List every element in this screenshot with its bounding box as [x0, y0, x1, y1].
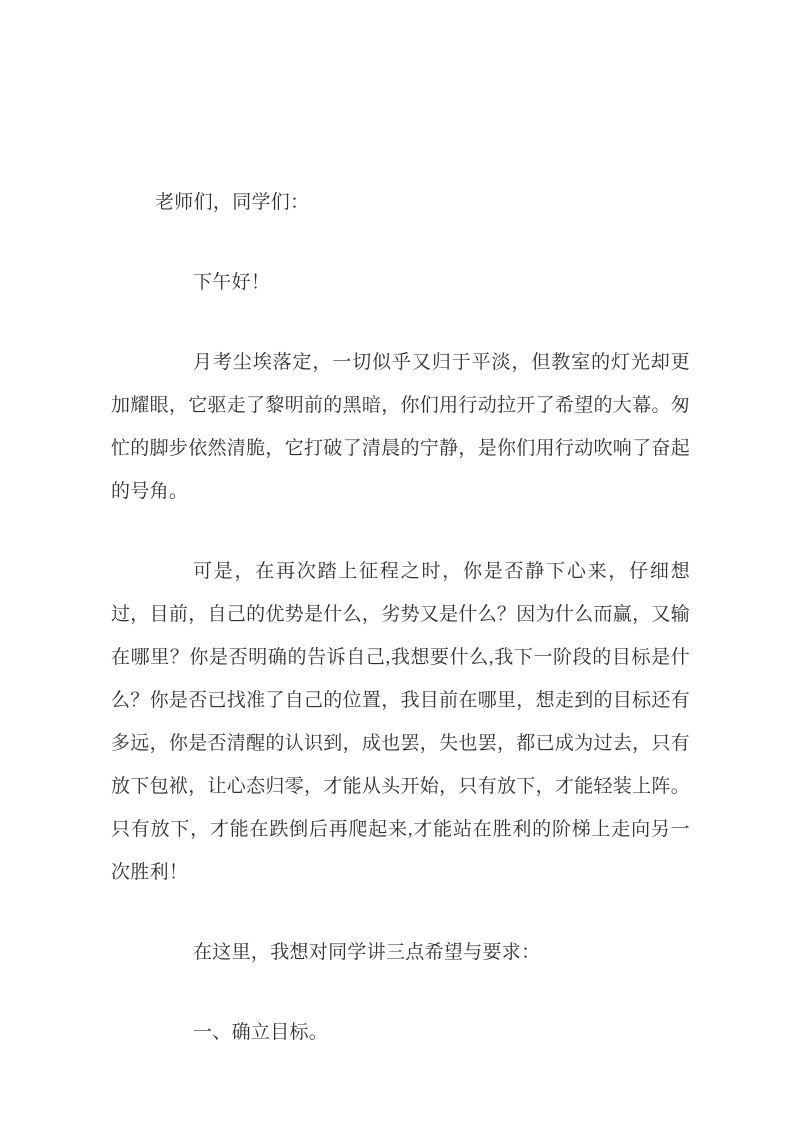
heading-point-one-set-goals: 一、确立目标。 [193, 1022, 329, 1043]
paragraph-salutation: 老师们，同学们： [155, 192, 310, 213]
paragraph-self-reflection: 可是，在再次踏上征程之时，你是否静下心来，仔细想过，目前，自己的优势是什么，劣势又是什么？因为什么而赢，又输在哪里？你是否明确的告诉自己,我想要什么,我下一阶段的目标是什么？你是否已找准了自己的位置，我目前在哪里，想走到的目标还有多远，你是否清醒的认识到，成也罢，失也罢，都已成为过去，只有放下包袱，让心态归零，才能从头开始，只有放下，才能轻装上阵。只有放下，才能在跌倒后再爬起来,才能站在胜利的阶梯上走向另一次胜利！ [111, 561, 691, 883]
document-content [111, 181, 690, 1054]
paragraph-three-hopes-intro: 在这里，我想对同学讲三点希望与要求： [193, 942, 541, 963]
paragraph-monthly-exam-intro: 月考尘埃落定，一切似乎又归于平淡，但教室的灯光却更加耀眼，它驱走了黎明前的黑暗，你们用行动拉开了希望的大幕。匆忙的脚步依然清脆，它打破了清晨的宁静，是你们用行动吹响了奋起的号角。 [111, 352, 691, 502]
paragraph-greeting: 下午好！ [193, 272, 271, 293]
